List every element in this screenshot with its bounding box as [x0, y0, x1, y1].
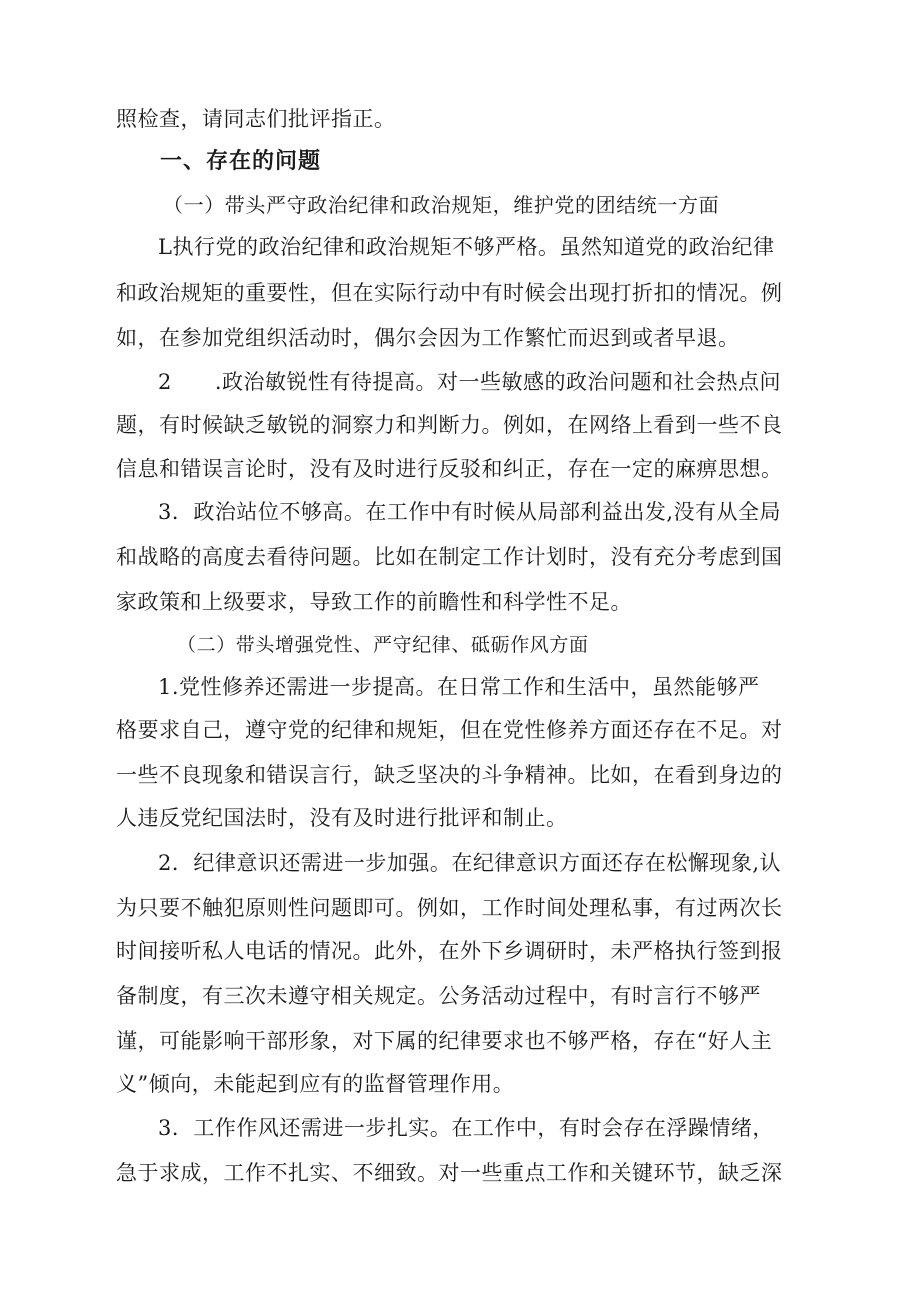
paragraph-line: 格要求自己，遵守党的纪律和规矩，但在党性修养方面还存在不足。对 [116, 718, 783, 742]
paragraph-line: 信息和错误言论时，没有及时进行反驳和纠正，存在一定的麻痹思想。 [116, 457, 783, 481]
paragraph-line: 2 .政治敏锐性有待提高。对一些敏感的政治问题和社会热点问 [158, 370, 782, 394]
paragraph-line: 时间接听私人电话的情况。此外，在外下乡调研时，未严格执行签到报 [116, 939, 783, 963]
paragraph-line: 1.党性修养还需进一步提高。在日常工作和生活中，虽然能够严 [158, 675, 760, 699]
paragraph-line: 和政治规矩的重要性，但在实际行动中有时候会出现打折扣的情况。例 [116, 281, 783, 305]
section-heading: 一、存在的问题 [160, 148, 322, 174]
paragraph-line: 2．纪律意识还需进一步加强。在纪律意识方面还存在松懈现象,认 [158, 851, 782, 875]
paragraph-line: L执行党的政治纪律和政治规矩不够严格。虽然知道党的政治纪律 [158, 235, 775, 259]
paragraph-line: 一些不良现象和错误言行，缺乏坚决的斗争精神。比如，在看到身边的 [116, 763, 783, 787]
paragraph-line: 义”倾向，未能起到应有的监督管理作用。 [116, 1072, 515, 1096]
paragraph-line: 为只要不触犯原则性问题即可。例如，工作时间处理私事，有过两次长 [116, 896, 783, 920]
paragraph-line: 人违反党纪国法时，没有及时进行批评和制止。 [116, 806, 568, 830]
paragraph-line: 备制度，有三次未遵守相关规定。公务活动过程中，有时言行不够严 [116, 984, 761, 1008]
paragraph-line: 家政策和上级要求，导致工作的前瞻性和科学性不足。 [116, 590, 632, 614]
paragraph-line: 照检查，请同志们批评指正。 [116, 107, 396, 131]
paragraph-line: 谨，可能影响干部形象，对下属的纪律要求也不够严格，存在“好人主 [116, 1029, 773, 1053]
paragraph-line: 急于求成，工作不扎实、不细致。对一些重点工作和关键环节，缺乏深 [116, 1161, 783, 1185]
subsection-heading: （二）带头增强党性、严守纪律、砥砺作风方面 [177, 634, 589, 656]
paragraph-line: 3．政治站位不够高。在工作中有时候从局部利益出发,没有从全局 [158, 500, 782, 524]
subsection-heading: （一）带头严守政治纪律和政治规矩，维护党的团结统一方面 [163, 193, 720, 217]
paragraph-line: 和战略的高度去看待问题。比如在制定工作计划时，没有充分考虑到国 [116, 545, 783, 569]
paragraph-line: 如，在参加党组织活动时，偶尔会因为工作繁忙而迟到或者早退。 [116, 326, 740, 350]
paragraph-line: 3．工作作风还需进一步扎实。在工作中，有时会存在浮躁情绪， [158, 1116, 774, 1140]
paragraph-line: 题，有时候缺乏敏锐的洞察力和判断力。例如，在网络上看到一些不良 [116, 413, 783, 437]
